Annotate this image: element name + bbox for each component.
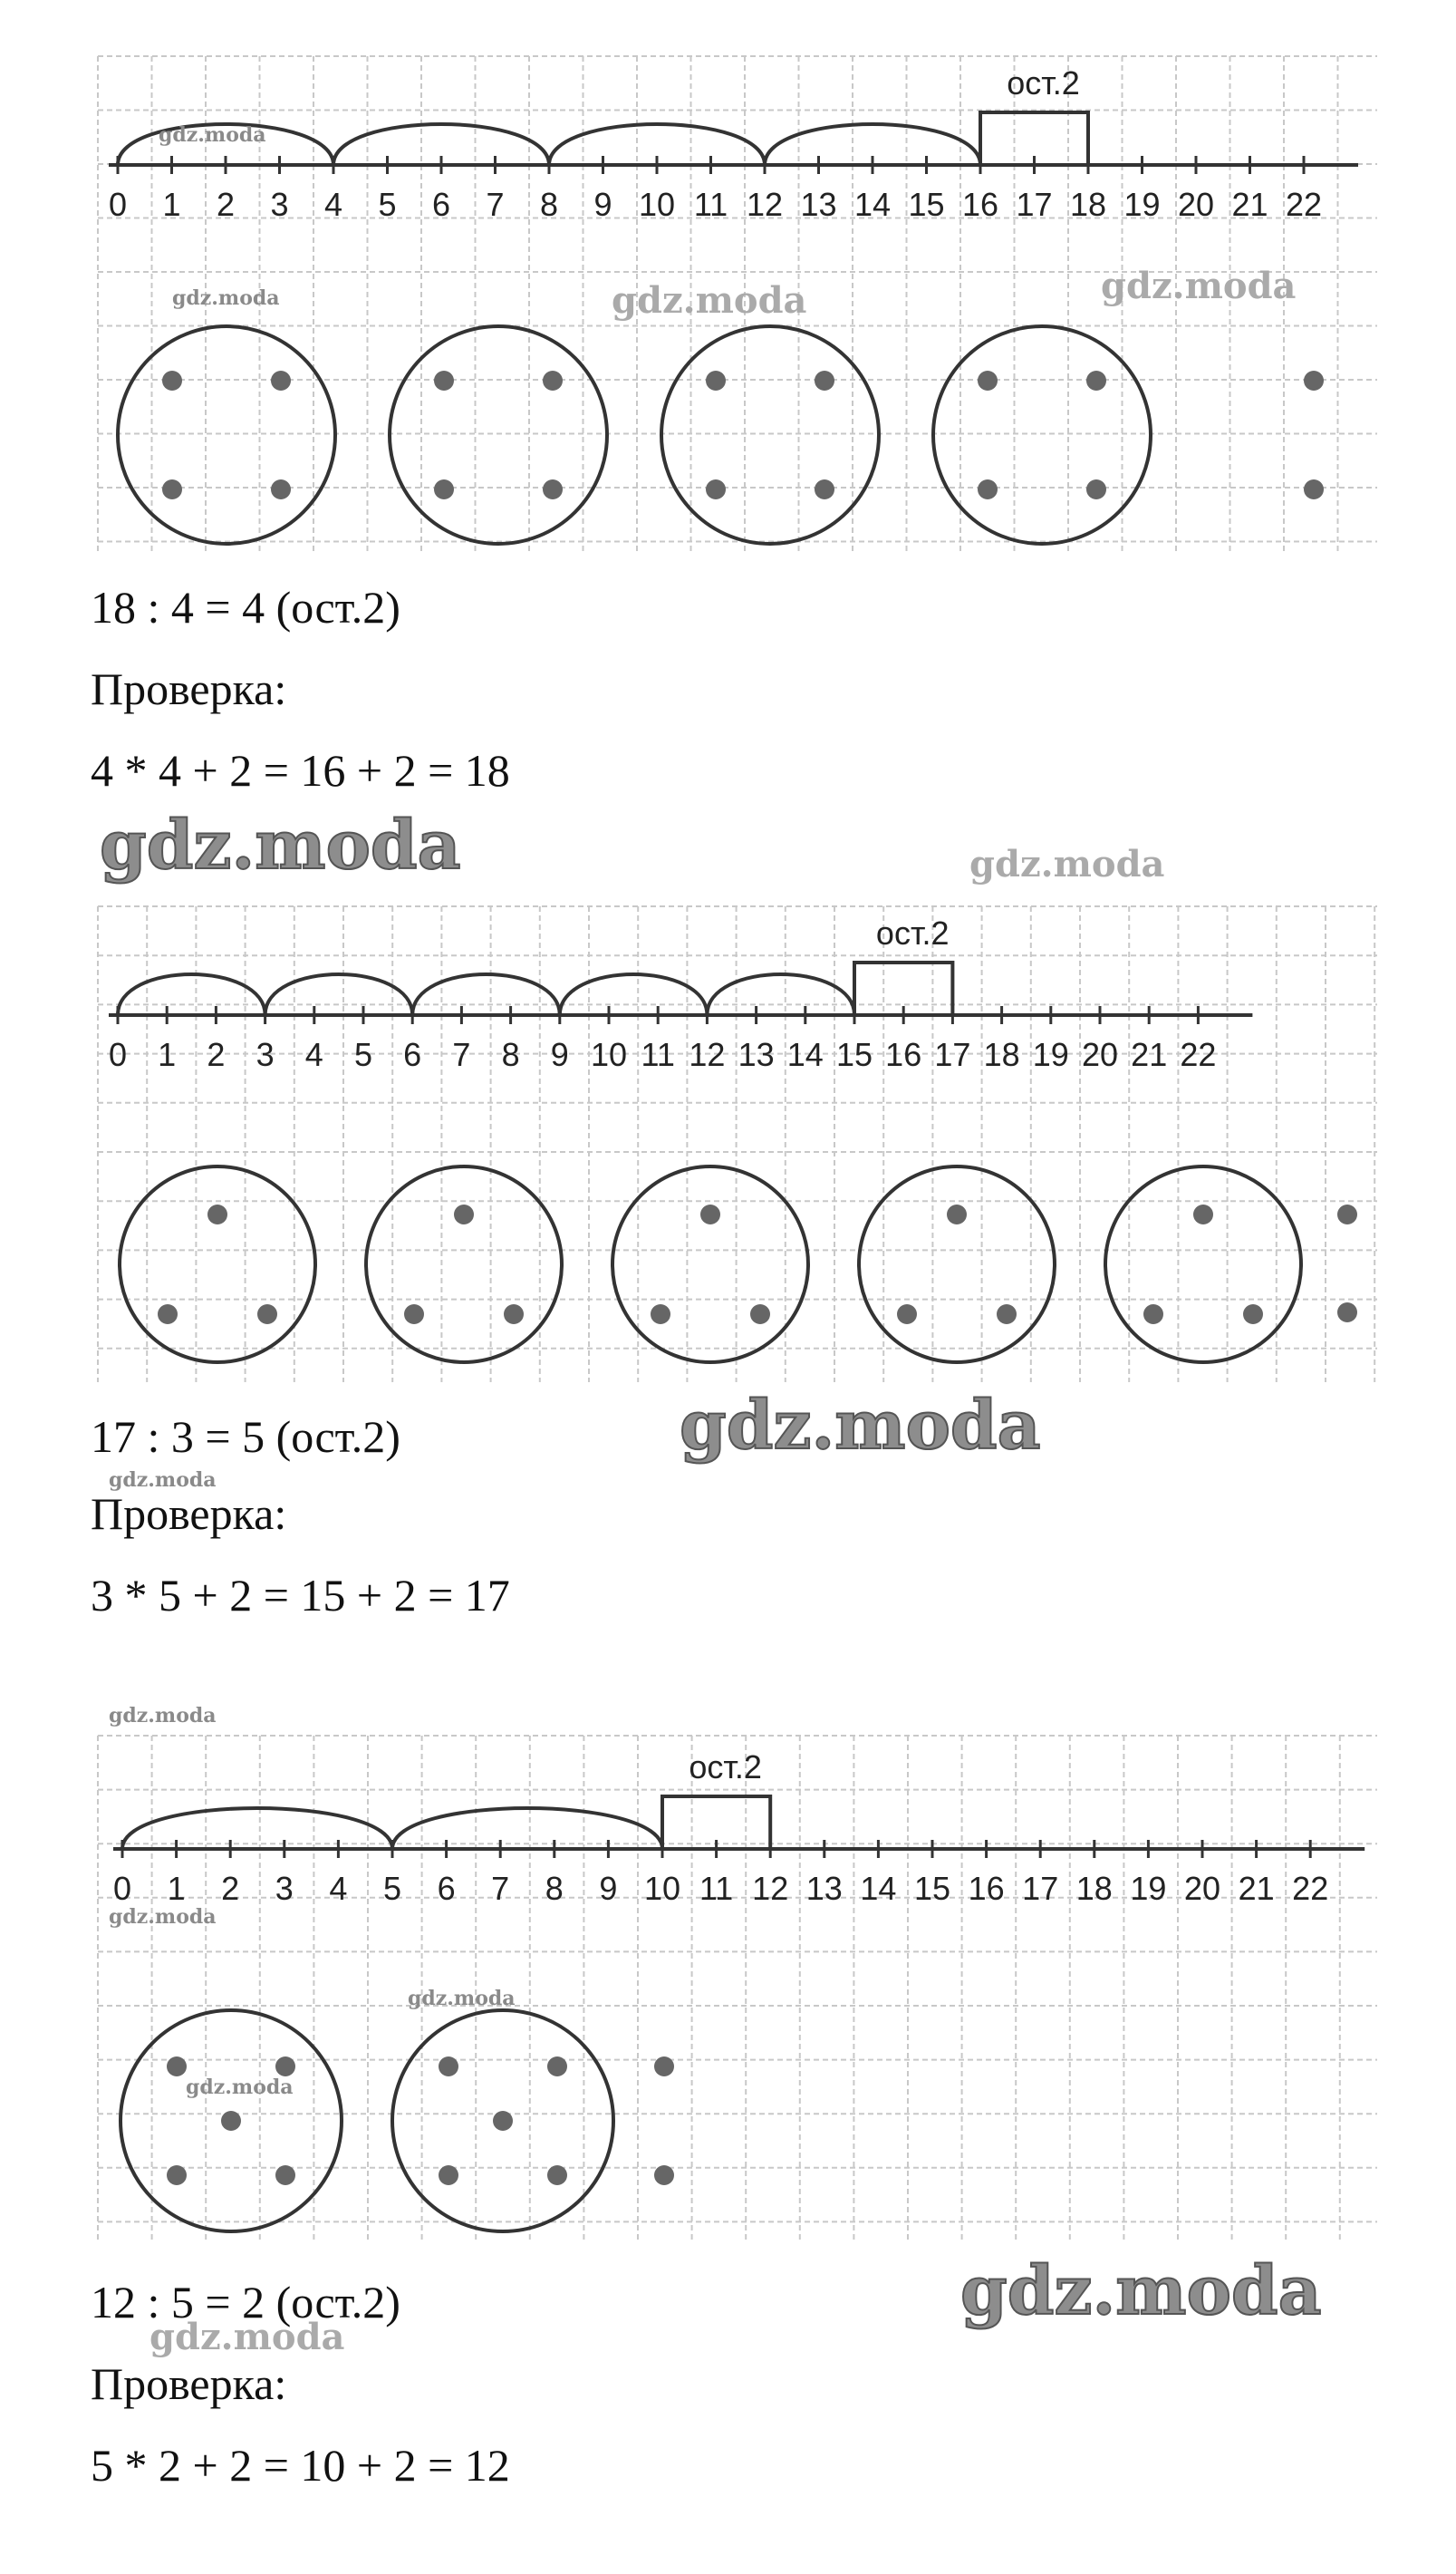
dot bbox=[434, 371, 454, 391]
tick-label: 18 bbox=[1075, 1870, 1113, 1907]
tick-label: 17 bbox=[1022, 1870, 1059, 1907]
tick-label: 2 bbox=[216, 186, 236, 223]
tick-label: 19 bbox=[1130, 1870, 1167, 1907]
group-outline bbox=[612, 1166, 808, 1362]
dot bbox=[158, 1304, 178, 1324]
tick-label: 10 bbox=[590, 1036, 628, 1073]
jump-arc bbox=[118, 974, 265, 1015]
tick-label: 18 bbox=[1069, 186, 1107, 223]
tick-label: 22 bbox=[1180, 1036, 1217, 1073]
tick-label: 11 bbox=[641, 1036, 675, 1073]
group-circle bbox=[121, 2010, 342, 2231]
dot bbox=[543, 479, 563, 499]
tick-label: 12 bbox=[752, 1870, 789, 1907]
tick-label: 4 bbox=[304, 1036, 323, 1073]
tick-label: 21 bbox=[1131, 1036, 1168, 1073]
group-outline bbox=[859, 1166, 1055, 1362]
tick-label: 2 bbox=[207, 1036, 226, 1073]
dot bbox=[162, 371, 182, 391]
tick-label: 19 bbox=[1032, 1036, 1069, 1073]
dot bbox=[1243, 1304, 1263, 1324]
tick-label: 15 bbox=[913, 1870, 951, 1907]
dot bbox=[947, 1205, 967, 1224]
tick-label: 21 bbox=[1231, 186, 1268, 223]
dot bbox=[978, 479, 998, 499]
group-outline bbox=[661, 326, 879, 544]
problem-2-check-label: Проверка: bbox=[91, 1488, 287, 1539]
tick-label: 13 bbox=[805, 1870, 843, 1907]
group-outline bbox=[120, 1166, 315, 1362]
dot bbox=[706, 479, 726, 499]
problem-1-equation: 18 : 4 = 4 (ост.2) bbox=[91, 582, 400, 633]
group-outline bbox=[933, 326, 1151, 544]
tick-label: 17 bbox=[1016, 186, 1053, 223]
problem-2-equation: 17 : 3 = 5 (ост.2) bbox=[91, 1411, 400, 1462]
dot bbox=[271, 371, 291, 391]
tick-label: 5 bbox=[382, 1870, 402, 1907]
tick-label: 8 bbox=[545, 1870, 564, 1907]
tick-label: 0 bbox=[112, 1870, 132, 1907]
jump-arc bbox=[707, 974, 854, 1015]
tick-label: 0 bbox=[108, 1036, 128, 1073]
dot bbox=[167, 2165, 187, 2185]
dot bbox=[207, 1205, 227, 1224]
tick-label: 14 bbox=[860, 1870, 897, 1907]
group-outline bbox=[366, 1166, 562, 1362]
tick-label: 4 bbox=[329, 1870, 348, 1907]
watermark: gdz.moda bbox=[172, 286, 280, 310]
group-circle bbox=[118, 326, 335, 544]
dot bbox=[997, 1304, 1017, 1324]
watermark: gdz.moda bbox=[109, 1468, 217, 1492]
tick-label: 15 bbox=[908, 186, 945, 223]
watermark: gdz.moda bbox=[680, 1387, 1041, 1465]
dot bbox=[434, 479, 454, 499]
grid bbox=[98, 906, 1377, 1382]
group-circle bbox=[661, 326, 879, 544]
group-outline bbox=[118, 326, 335, 544]
dot bbox=[271, 479, 291, 499]
group-circle bbox=[390, 326, 607, 544]
problem-3-equation: 12 : 5 = 2 (ост.2) bbox=[91, 2277, 400, 2327]
tick-label: 18 bbox=[983, 1036, 1020, 1073]
watermark: gdz.moda bbox=[612, 279, 807, 322]
remainder-label: ост.2 bbox=[1007, 64, 1080, 102]
dot bbox=[978, 371, 998, 391]
group-circle bbox=[612, 1166, 808, 1362]
dot bbox=[700, 1205, 720, 1224]
problem-1-check-label: Проверка: bbox=[91, 663, 287, 714]
tick-label: 2 bbox=[221, 1870, 240, 1907]
tick-label: 10 bbox=[638, 186, 676, 223]
watermark: gdz.moda bbox=[960, 2252, 1322, 2330]
group-outline bbox=[1105, 1166, 1301, 1362]
tick-label: 3 bbox=[256, 1036, 275, 1073]
dot bbox=[815, 371, 834, 391]
watermark: gdz.moda bbox=[109, 1905, 217, 1929]
tick-label: 4 bbox=[323, 186, 343, 223]
dot bbox=[221, 2111, 241, 2131]
tick-label: 21 bbox=[1238, 1870, 1275, 1907]
tick-label: 22 bbox=[1292, 1870, 1329, 1907]
problem-3-diagram bbox=[98, 1736, 1377, 2243]
jump-arc bbox=[560, 974, 708, 1015]
dot bbox=[439, 2056, 458, 2076]
remainder-dot bbox=[1304, 371, 1324, 391]
tick-label: 7 bbox=[486, 186, 505, 223]
tick-label: 16 bbox=[961, 186, 999, 223]
remainder-dot bbox=[1304, 479, 1324, 499]
dot bbox=[706, 371, 726, 391]
dot bbox=[750, 1304, 770, 1324]
watermark: gdz.moda bbox=[100, 807, 461, 885]
tick-label: 5 bbox=[378, 186, 397, 223]
watermark: gdz.moda bbox=[969, 843, 1165, 885]
remainder-label: ост.2 bbox=[689, 1748, 762, 1785]
dot bbox=[1086, 479, 1106, 499]
tick-label: 17 bbox=[934, 1036, 971, 1073]
watermark: gdz.moda bbox=[159, 123, 266, 147]
dot bbox=[547, 2165, 567, 2185]
tick-label: 13 bbox=[738, 1036, 775, 1073]
dot bbox=[275, 2165, 295, 2185]
dot bbox=[439, 2165, 458, 2185]
watermark: gdz.moda bbox=[408, 1987, 516, 2010]
jump-arc bbox=[265, 974, 413, 1015]
tick-label: 15 bbox=[835, 1036, 873, 1073]
dot bbox=[1086, 371, 1106, 391]
group-circle bbox=[1105, 1166, 1301, 1362]
group-outline bbox=[390, 326, 607, 544]
dot bbox=[454, 1205, 474, 1224]
watermark: gdz.moda bbox=[1101, 265, 1297, 307]
tick-label: 9 bbox=[550, 1036, 569, 1073]
dot bbox=[275, 2056, 295, 2076]
tick-label: 16 bbox=[885, 1036, 922, 1073]
problem-2-check: 3 * 5 + 2 = 15 + 2 = 17 bbox=[91, 1570, 510, 1621]
problem-1-check: 4 * 4 + 2 = 16 + 2 = 18 bbox=[91, 745, 510, 796]
watermark: gdz.moda bbox=[186, 2076, 294, 2099]
tick-label: 8 bbox=[501, 1036, 520, 1073]
group-circle bbox=[366, 1166, 562, 1362]
tick-label: 9 bbox=[599, 1870, 618, 1907]
tick-label: 22 bbox=[1285, 186, 1323, 223]
tick-label: 14 bbox=[853, 186, 892, 223]
tick-label: 20 bbox=[1081, 1036, 1119, 1073]
tick-label: 6 bbox=[431, 186, 451, 223]
tick-label: 1 bbox=[167, 1870, 186, 1907]
dot bbox=[167, 2056, 187, 2076]
remainder-dot bbox=[654, 2056, 674, 2076]
tick-label: 6 bbox=[403, 1036, 422, 1073]
tick-label: 13 bbox=[800, 186, 837, 223]
tick-label: 5 bbox=[353, 1036, 373, 1073]
watermark: gdz.moda bbox=[149, 2316, 345, 2358]
dot bbox=[162, 479, 182, 499]
dot bbox=[897, 1304, 917, 1324]
remainder-dot bbox=[654, 2165, 674, 2185]
group-circle bbox=[859, 1166, 1055, 1362]
problem-2-diagram bbox=[98, 906, 1377, 1382]
group-circle bbox=[933, 326, 1151, 544]
tick-label: 6 bbox=[437, 1870, 456, 1907]
tick-label: 3 bbox=[275, 1870, 294, 1907]
tick-label: 9 bbox=[593, 186, 612, 223]
tick-label: 12 bbox=[689, 1036, 726, 1073]
tick-label: 7 bbox=[452, 1036, 471, 1073]
remainder-dot bbox=[1337, 1205, 1357, 1224]
tick-label: 7 bbox=[491, 1870, 510, 1907]
group-circle bbox=[120, 1166, 315, 1362]
tick-label: 11 bbox=[693, 186, 728, 223]
remainder-dot bbox=[1337, 1302, 1357, 1322]
tick-label: 11 bbox=[699, 1870, 734, 1907]
group-circle bbox=[392, 2010, 613, 2231]
dot bbox=[404, 1304, 424, 1324]
dot bbox=[543, 371, 563, 391]
tick-label: 14 bbox=[786, 1036, 824, 1073]
tick-label: 1 bbox=[162, 186, 181, 223]
dot bbox=[1193, 1205, 1213, 1224]
problem-3-check-label: Проверка: bbox=[91, 2358, 287, 2409]
tick-label: 19 bbox=[1123, 186, 1161, 223]
jump-arc bbox=[412, 974, 560, 1015]
tick-label: 8 bbox=[539, 186, 559, 223]
dot bbox=[815, 479, 834, 499]
tick-label: 16 bbox=[968, 1870, 1005, 1907]
dot bbox=[547, 2056, 567, 2076]
dot bbox=[1143, 1304, 1163, 1324]
tick-label: 10 bbox=[643, 1870, 681, 1907]
watermark: gdz.moda bbox=[109, 1704, 217, 1727]
dot bbox=[257, 1304, 277, 1324]
tick-label: 20 bbox=[1177, 186, 1215, 223]
tick-label: 3 bbox=[270, 186, 289, 223]
dot bbox=[493, 2111, 513, 2131]
remainder-label: ост.2 bbox=[875, 914, 950, 952]
tick-label: 1 bbox=[158, 1036, 177, 1073]
tick-label: 20 bbox=[1183, 1870, 1221, 1907]
dot bbox=[504, 1304, 524, 1324]
tick-label: 12 bbox=[746, 186, 784, 223]
dot bbox=[651, 1304, 670, 1324]
tick-label: 0 bbox=[108, 186, 128, 223]
problem-3-check: 5 * 2 + 2 = 10 + 2 = 12 bbox=[91, 2440, 510, 2491]
